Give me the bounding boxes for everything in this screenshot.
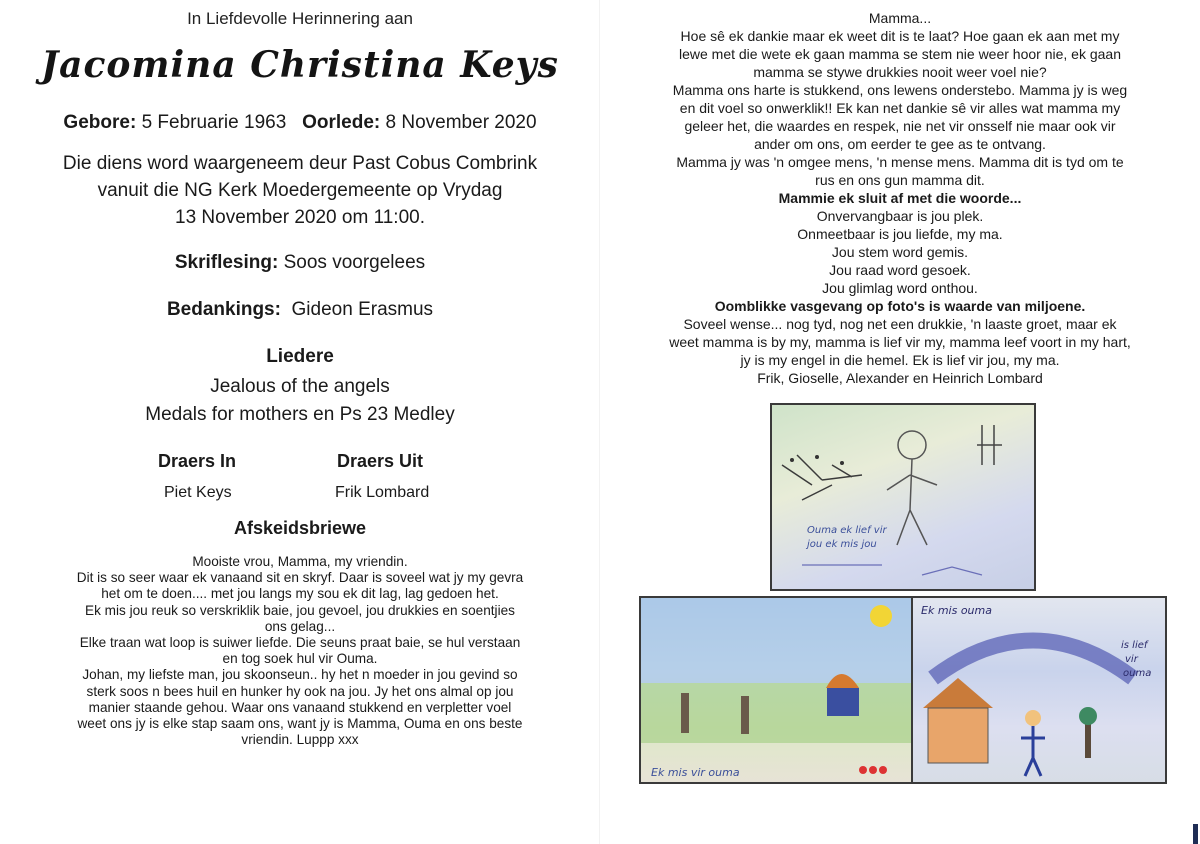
letter-line: Mooiste vrou, Mamma, my vriendin. bbox=[192, 554, 408, 569]
poem-line: ander om ons, om eerder te gee as te ontvang. bbox=[754, 136, 1046, 152]
letter-line: vriendin. Luppp xxx bbox=[241, 732, 359, 748]
memorial-intro: In Liefdevolle Herinnering aan bbox=[187, 9, 413, 28]
drawing-handwriting: Ek mis vir ouma bbox=[651, 766, 740, 779]
born-label: Gebore: bbox=[63, 112, 137, 133]
letter-line: Johan, my liefste man, jou skoonseun.. hy het n moeder in jou gevind so bbox=[82, 667, 518, 683]
drawing-handwriting: ouma bbox=[1123, 668, 1152, 679]
poem-signature: Frik, Gioselle, Alexander en Heinrich Lombard bbox=[757, 370, 1043, 386]
bearers-out-heading: Draers Uit bbox=[337, 451, 424, 471]
service-details bbox=[0, 150, 600, 231]
poem-line-bold: Mammie ek sluit af met die woorde... bbox=[778, 190, 1022, 206]
poem-line: Mamma jy was 'n omgee mens, 'n mense mens. Mamma dit is tyd om te bbox=[676, 154, 1124, 170]
songs-list bbox=[0, 373, 600, 429]
letters-heading: Afskeidsbriewe bbox=[233, 518, 367, 538]
song-item: Jealous of the angels bbox=[210, 376, 390, 397]
song-item: Medals for mothers en Ps 23 Medley bbox=[145, 404, 455, 425]
scan-edge-mark bbox=[1193, 824, 1198, 844]
poem-line: mamma se stywe drukkies nooit weer voel nie? bbox=[753, 64, 1047, 80]
drawing-handwriting: is lief bbox=[1121, 640, 1148, 651]
thanks-value: Gideon Erasmus bbox=[291, 299, 434, 320]
poem-line: lewe met die wete ek gaan mamma se stem nie weer hoor nie, ek gaan bbox=[678, 46, 1121, 62]
poem-line: Soveel wense... nog tyd, nog net een drukkie, 'n laaste groet, maar ek bbox=[683, 316, 1117, 332]
bearers-out-name: Frik Lombard bbox=[335, 484, 430, 501]
child-drawing-bottom-right bbox=[911, 596, 1167, 784]
drawing-handwriting: vir bbox=[1125, 654, 1138, 665]
died-date: 8 November 2020 bbox=[385, 112, 537, 133]
died-label: Oorlede: bbox=[302, 112, 381, 133]
poem-line: Onmeetbaar is jou liefde, my ma. bbox=[797, 226, 1003, 242]
born-date: 5 Februarie 1963 bbox=[141, 112, 287, 133]
poem-line: Mamma... bbox=[868, 10, 932, 26]
child-drawing-bottom-left bbox=[639, 596, 915, 784]
thanks-line bbox=[0, 299, 600, 321]
poem-line: Jou stem word gemis. bbox=[831, 244, 969, 260]
poem-line: Hoe sê ek dankie maar ek weet dit is te laat? Hoe gaan ek aan met my bbox=[680, 28, 1120, 44]
farewell-letter bbox=[0, 554, 600, 748]
scripture-line bbox=[0, 252, 600, 274]
bearers-in-heading: Draers In bbox=[158, 451, 237, 471]
service-line: Die diens word waargeneem deur Past Cobus Combrink bbox=[62, 153, 538, 174]
letter-line: en tog soek hul vir Ouma. bbox=[222, 651, 378, 667]
letter-line: weet ons jy is elke stap saam ons, want jy is Mamma, Ouma en ons beste bbox=[77, 716, 523, 732]
letter-line: Elke traan wat loop is suiwer liefde. Die seuns praat baie, se hul verstaan bbox=[79, 635, 521, 651]
dates-line bbox=[0, 112, 600, 134]
poem-line: Jou glimlag word onthou. bbox=[822, 280, 978, 296]
drawing-handwriting: Ouma ek lief vir bbox=[807, 525, 887, 536]
drawing-tree-figure bbox=[772, 405, 1034, 589]
service-line: vanuit die NG Kerk Moedergemeente op Vrydag bbox=[97, 180, 503, 201]
letter-line: sterk soos n bees huil en hunker hy ook na jou. Jy het ons almal op jou bbox=[86, 683, 514, 699]
poem-line: Onvervangbaar is jou plek. bbox=[816, 208, 984, 224]
letter-line: Dit is so seer waar ek vanaand sit en skryf. Daar is soveel wat jy my gevra bbox=[76, 570, 524, 586]
poem-line: weet mamma is by my, mamma is lief vir my, mamma leef voort in my hart, bbox=[669, 334, 1131, 350]
poem-line: Mamma ons harte is stukkend, ons lewens onderstebo. Mamma jy is weg bbox=[672, 82, 1128, 98]
poem-line: en dit voel so onwerklik!! Ek kan net dankie sê vir alles wat mamma my bbox=[679, 100, 1121, 116]
poem-line: geleer het, die waardes en respek, nie net vir onsself nie maar ook vir bbox=[684, 118, 1116, 134]
drawing-rainbow-house bbox=[913, 598, 1165, 782]
songs-heading: Liedere bbox=[266, 346, 334, 367]
bearers-in-name: Piet Keys bbox=[164, 484, 232, 501]
letter-line: ons gelag... bbox=[264, 618, 336, 634]
drawing-handwriting: Ek mis ouma bbox=[921, 604, 992, 617]
letter-line: manier staande gehou. Waar ons vanaand stukkend en verpletter voel bbox=[88, 699, 512, 715]
poem-line-bold: Oomblikke vasgevang op foto's is waarde van miljoene. bbox=[714, 298, 1086, 314]
scripture-label: Skriflesing: bbox=[174, 252, 279, 273]
drawing-landscape bbox=[641, 598, 913, 782]
letter-line: het om te doen.... met jou langs my sou ek dit lag, lag gedoen het. bbox=[101, 586, 499, 602]
scripture-value: Soos voorgelees bbox=[283, 252, 426, 273]
poem-line: jy is my engel in die hemel. Ek is lief vir jou, my ma. bbox=[740, 352, 1060, 368]
poem-line: Jou raad word gesoek. bbox=[829, 262, 971, 278]
deceased-name: Jacomina Christina Keys bbox=[41, 44, 559, 86]
drawing-handwriting: jou ek mis jou bbox=[807, 539, 877, 550]
child-drawing-top bbox=[770, 403, 1036, 591]
letter-line: Ek mis jou reuk so verskriklik baie, jou gevoel, jou drukkies en soentjies bbox=[85, 602, 515, 618]
poem-line: rus en ons gun mamma dit. bbox=[815, 172, 985, 188]
thanks-label: Bedankings: bbox=[166, 299, 281, 320]
service-line: 13 November 2020 om 11:00. bbox=[175, 207, 425, 228]
tribute-poem bbox=[600, 9, 1200, 387]
